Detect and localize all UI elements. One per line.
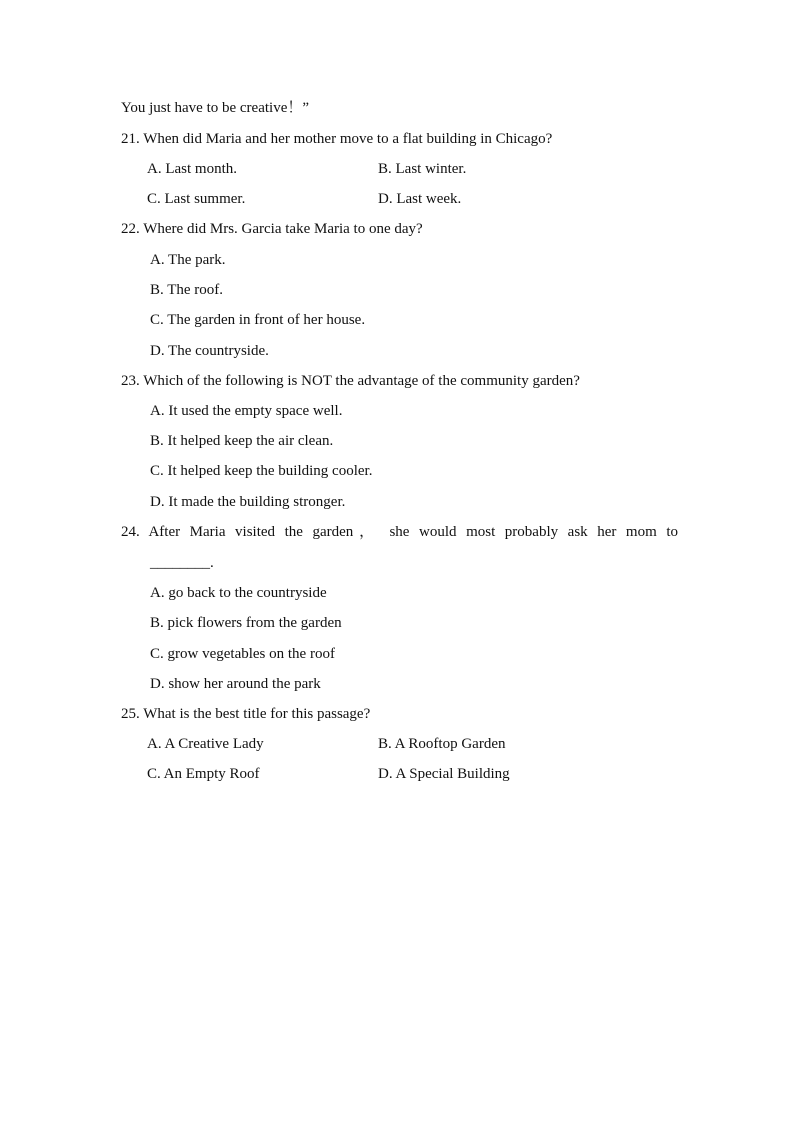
passage-ending: You just have to be creative！” [121,100,310,116]
question-24-option-b: B. pick flowers from the garden [150,615,342,631]
question-23-option-a: A. It used the empty space well. [150,403,343,419]
question-22-option-a: A. The park. [150,252,226,268]
question-21-option-d: D. Last week. [378,191,462,207]
question-22-option-b: B. The roof. [150,282,224,298]
question-23-option-c: C. It helped keep the building cooler. [150,463,373,479]
question-24-option-d: D. show her around the park [150,676,321,692]
question-21-option-a: A. Last month. [147,161,237,177]
question-24-option-a: A. go back to the countryside [150,585,327,601]
question-21-stem: 21. When did Maria and her mother move to a flat building in Chicago? [121,131,553,147]
question-24-blank: ________. [150,555,214,571]
question-22-option-c: C. The garden in front of her house. [150,312,366,328]
question-25-stem: 25. What is the best title for this passage? [121,706,371,722]
question-25-option-d: D. A Special Building [378,766,510,782]
question-24-option-c: C. grow vegetables on the roof [150,646,335,662]
question-22-stem: 22. Where did Mrs. Garcia take Maria to one day? [121,221,423,237]
question-23-stem: 23. Which of the following is NOT the advantage of the community garden? [121,373,580,389]
question-25-option-c: C. An Empty Roof [147,766,260,782]
question-21-option-c: C. Last summer. [147,191,246,207]
question-21-option-b: B. Last winter. [378,161,467,177]
question-23-option-b: B. It helped keep the air clean. [150,433,334,449]
question-22-option-d: D. The countryside. [150,343,269,359]
question-24-stem: 24. After Maria visited the garden， she would most probably ask her mom to [121,524,678,540]
question-23-option-d: D. It made the building stronger. [150,494,346,510]
question-25-option-a: A. A Creative Lady [147,736,264,752]
question-25-option-b: B. A Rooftop Garden [378,736,506,752]
